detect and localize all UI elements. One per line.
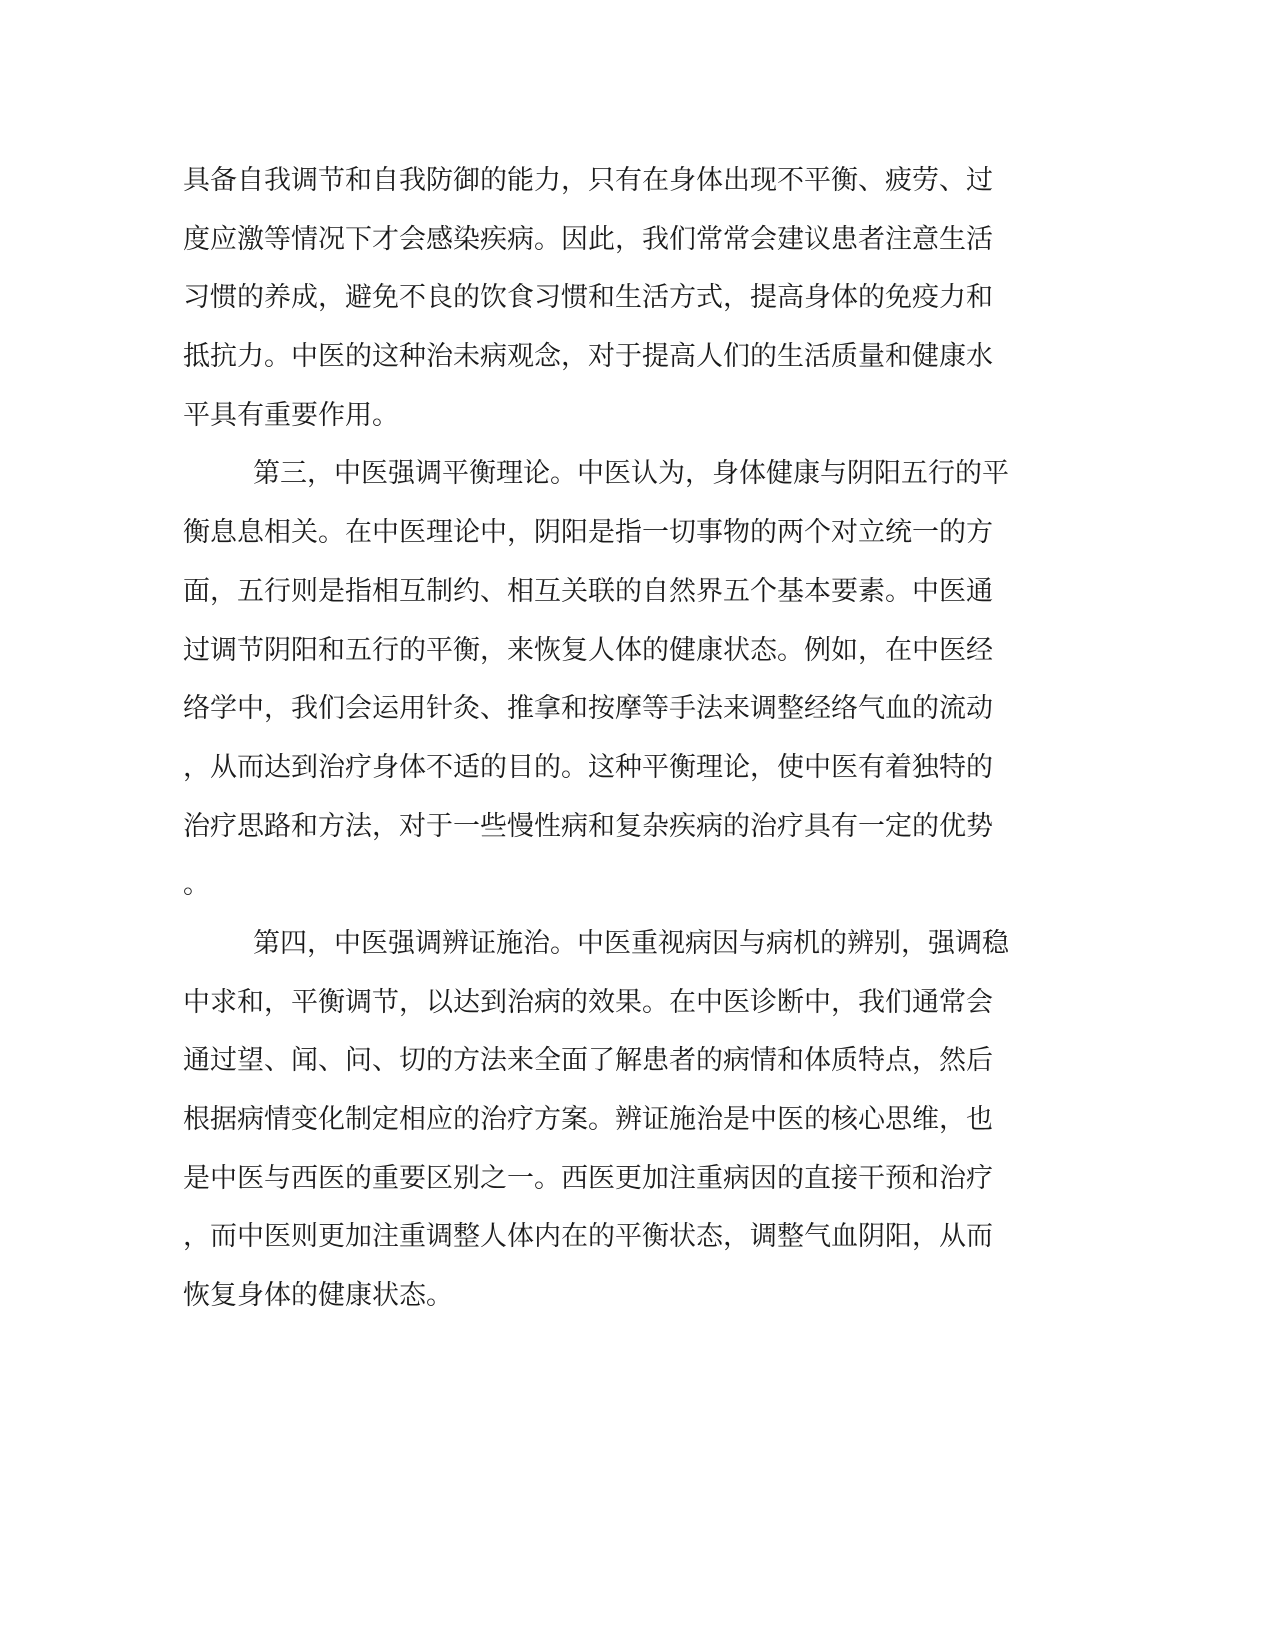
text-line: 中求和，平衡调节，以达到治病的效果。在中医诊断中，我们通常会 — [183, 986, 993, 1018]
text-line: 根据病情变化制定相应的治疗方案。辨证施治是中医的核心思维，也 — [183, 1104, 993, 1135]
body-text — [183, 152, 1063, 1326]
text-line: 治疗思路和方法，对于一些慢性病和复杂疾病的治疗具有一定的优势 — [183, 810, 993, 842]
text-line: ，而中医则更加注重调整人体内在的平衡状态，调整气血阴阳，从而 — [183, 1221, 993, 1253]
text-line: 通过望、闻、问、切的方法来全面了解患者的病情和体质特点，然后 — [183, 1045, 993, 1077]
text-line: 面，五行则是指相互制约、相互关联的自然界五个基本要素。中医通 — [183, 575, 993, 607]
paragraph-third — [183, 445, 1063, 915]
text-line-first: 第四，中医强调辨证施治。中医重视病因与病机的辨别，强调稳 — [253, 927, 1009, 959]
text-line: 度应激等情况下才会感染疾病。因此，我们常常会建议患者注意生活 — [183, 223, 993, 255]
paragraph-continued — [183, 152, 1063, 445]
text-line: 过调节阴阳和五行的平衡，来恢复人体的健康状态。例如，在中医经 — [183, 634, 993, 666]
text-line-first: 第三，中医强调平衡理论。中医认为，身体健康与阴阳五行的平 — [253, 458, 1009, 490]
text-line: 抵抗力。中医的这种治未病观念，对于提高人们的生活质量和健康水 — [183, 341, 993, 373]
paragraph-fourth — [183, 915, 1063, 1326]
text-line: 具备自我调节和自我防御的能力，只有在身体出现不平衡、疲劳、过 — [183, 165, 993, 196]
text-line: 恢复身体的健康状态。 — [183, 1280, 453, 1312]
text-line: 衡息息相关。在中医理论中，阴阳是指一切事物的两个对立统一的方 — [183, 517, 993, 549]
text-line: 是中医与西医的重要区别之一。西医更加注重病因的直接干预和治疗 — [183, 1162, 993, 1194]
text-line: 络学中，我们会运用针灸、推拿和按摩等手法来调整经络气血的流动 — [183, 693, 993, 725]
text-line: ，从而达到治疗身体不适的目的。这种平衡理论，使中医有着独特的 — [183, 751, 993, 783]
text-line: 平具有重要作用。 — [183, 399, 399, 431]
text-line: 习惯的养成，避免不良的饮食习惯和生活方式，提高身体的免疫力和 — [183, 282, 993, 314]
text-line: 。 — [183, 869, 210, 901]
